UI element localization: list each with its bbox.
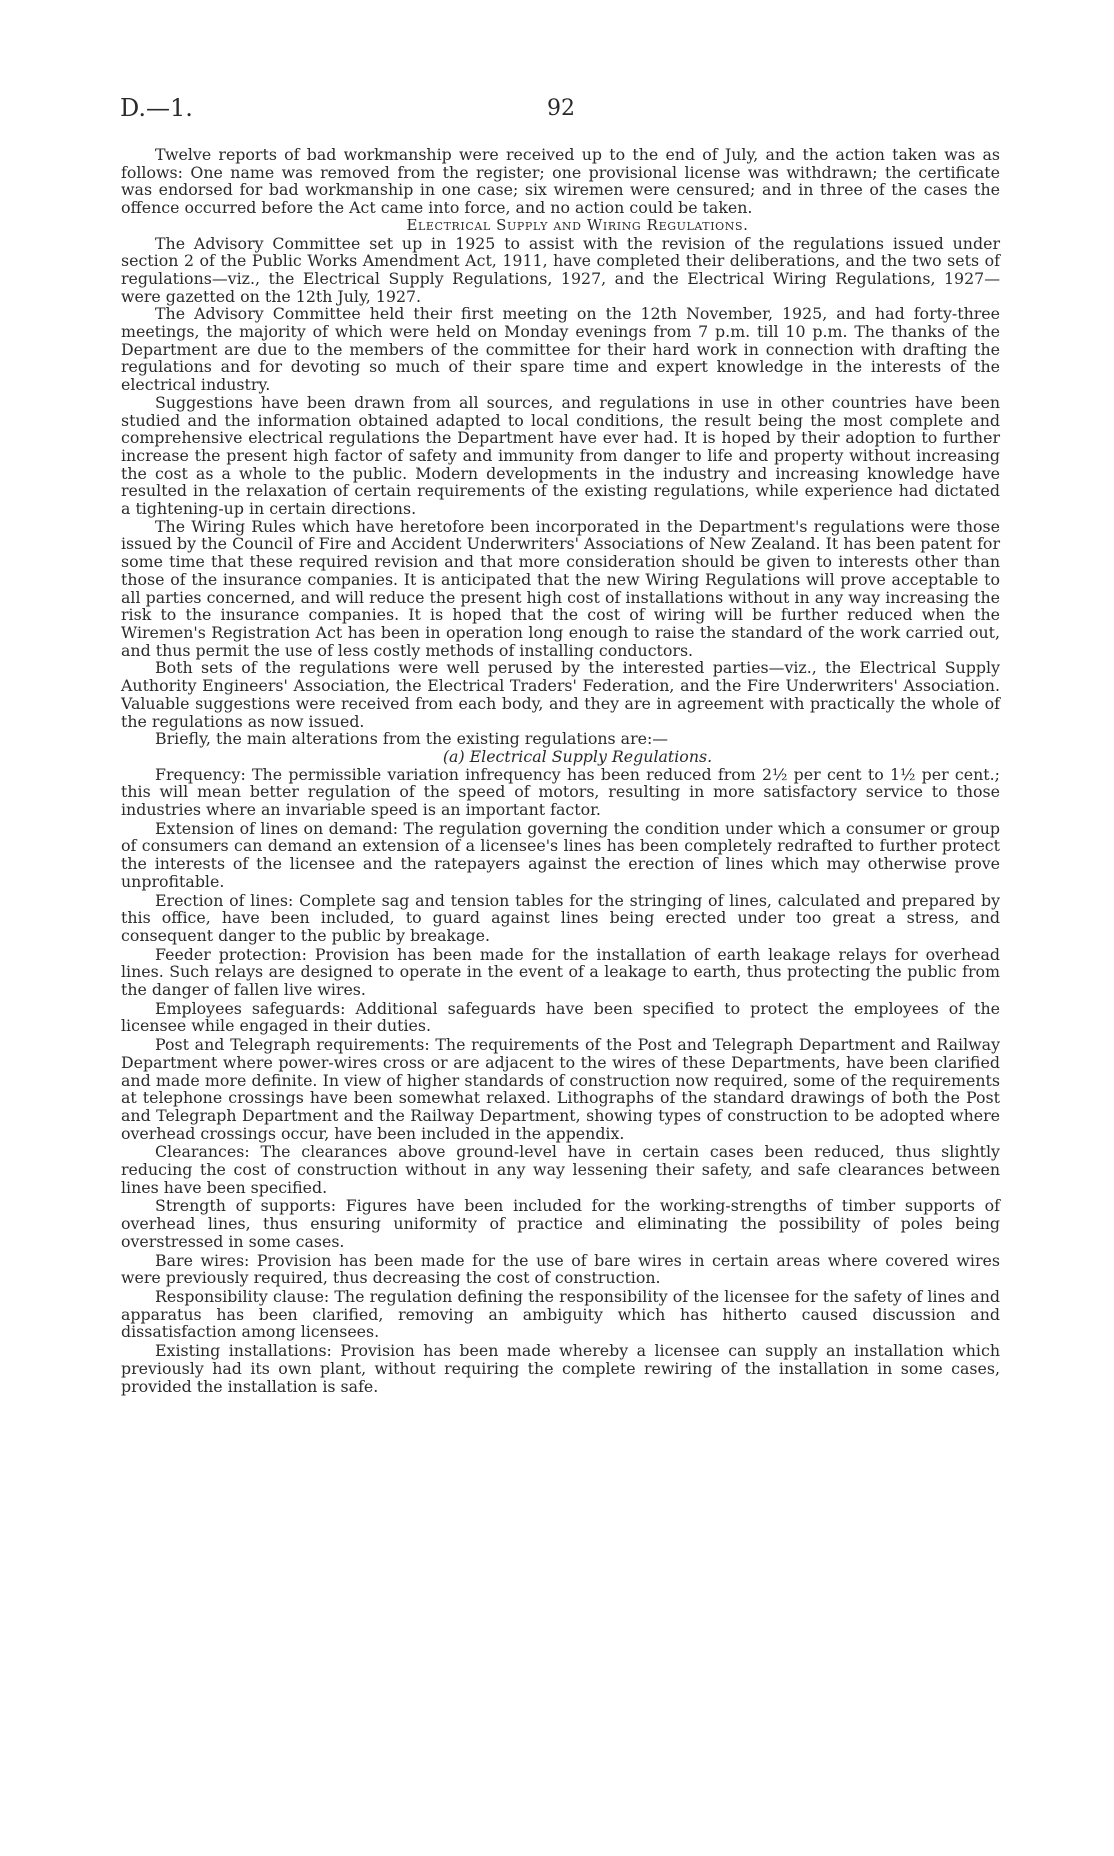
document-code: D.—1. bbox=[120, 94, 193, 122]
paragraph-strength-of-supports: Strength of supports: Figures have been included for the working-strengths of timber supports of overhead lines, thus ensuring uniformity of practice and eliminating the possibility of poles being overstressed in some cases. bbox=[121, 1196, 1000, 1251]
paragraph-employees-safeguards: Employees safeguards: Additional safeguards have been specified to protect the employees of the licensee while engaged in their duties. bbox=[121, 998, 1000, 1036]
paragraph-frequency: Frequency: The permissible variation infrequency has been reduced from 2½ per cent to 1½ per cent.; this will mean better regulation of the speed of motors, resulting in more satisfactory service to those industries where an invariable speed is an important factor. bbox=[121, 764, 1000, 820]
paragraph: The Wiring Rules which have heretofore been incorporated in the Department's regulations were those issued by the Council of Fire and Accident Underwriters' Associations of New Zealand. It has been patent for some time that these required revision and that more consideration should be given to interests other than those of the insurance companies. It is anticipated that the new Wiring Regulations will prove acceptable to all parties concerned, and will reduce the present high cost of installations without in any way increasing the risk to the insurance companies. It is hoped that the cost of wiring will be further reduced when the Wiremen's Registration Act has been in operation long enough to raise the standard of the work carried out, and thus permit the use of less costly methods of installing conductors. bbox=[121, 516, 1000, 660]
paragraph-post-telegraph: Post and Telegraph requirements: The requirements of the Post and Telegraph Department and Railway Department where power-wires cross or are adjacent to the wires of these Departments, have been clarified and made more definite. In view of higher standards of construction now required, some of the requirements at telephone crossings have been somewhat relaxed. Lithographs of the standard drawings of both the Post and Telegraph Department and the Railway Department, showing types of construction to be adopted where overhead crossings occur, have been included in the appendix. bbox=[121, 1035, 1000, 1143]
paragraph-feeder-protection: Feeder protection: Provision has been made for the installation of earth leakage relays for overhead lines. Such relays are designed to operate in the event of a leakage to earth, thus protecting the public from the danger of fallen live wires. bbox=[121, 944, 1000, 1000]
subsection-heading-supply: (a) Electrical Supply Regulations. bbox=[442, 746, 713, 766]
paragraph: Suggestions have been drawn from all sources, and regulations in use in other countries have been studied and the information obtained adapted to local conditions, the result being the most complete and comprehensive electrical regulations the Department have ever had. It is hoped by their adoption to further increase the present high factor of safety and immunity from danger to life and property without increasing the cost as a whole to the public. Modern developments in the industry and increasing knowledge have resulted in the relaxation of certain requirements of the existing regulations, while experience had dictated a tightening-up in certain directions. bbox=[121, 392, 1000, 519]
paragraph-extension-of-lines: Extension of lines on demand: The regulation governing the condition under which a consumer or group of consumers can demand an extension of a licensee's lines has been completely redrafted to further protect the interests of the licensee and the ratepayers against the erection of lines which may otherwise prove unprofitable. bbox=[121, 818, 1000, 891]
paragraph-existing-installations: Existing installations: Provision has been made whereby a licensee can supply an installation which previously had its own plant, without requiring the complete rewiring of the installation in some cases, provided the installation is safe. bbox=[121, 1341, 1000, 1396]
section-supply-regulations bbox=[121, 766, 1000, 1396]
paragraph-erection-of-lines: Erection of lines: Complete sag and tension tables for the stringing of lines, calculated and prepared by this office, have been included, to guard against lines being erected under too great a stress, and consequent danger to the public by breakage. bbox=[121, 890, 1000, 945]
section-regulations bbox=[121, 235, 1000, 748]
paragraph-bare-wires: Bare wires: Provision has been made for the use of bare wires in certain areas where covered wires were previously required, thus decreasing the cost of construction. bbox=[121, 1250, 1000, 1288]
paragraph: The Advisory Committee held their first meeting on the 12th November, 1925, and had forty-three meetings, the majority of which were held on Monday evenings from 7 p.m. till 10 p.m. The thanks of the Department are due to the members of the committee for their hard work in connection with drafting the regulations and for devoting so much of their spare time and expert knowledge in the interests of the electrical industry. bbox=[121, 304, 1000, 395]
paragraph: Both sets of the regulations were well perused by the interested parties—viz., the Electrical Supply Authority Engineers' Association, the Electrical Traders' Federation, and the Fire Underwriters' Association. Valuable suggestions were received from each body, and they are in agreement with practically the whole of the regulations as now issued. bbox=[121, 658, 1000, 731]
section-heading-regulations: Electrical Supply and Wiring Regulations. bbox=[406, 215, 749, 234]
intro-paragraph: Twelve reports of bad workmanship were received up to the end of July, and the action taken was as follows: One name was removed from the register; one provisional license was withdrawn; the certificate was endorsed for bad workmanship in one case; six wiremen were censured; and in three of the cases the offence occurred before the Act came into force, and no action could be taken. bbox=[121, 145, 1000, 218]
paragraph-responsibility-clause: Responsibility clause: The regulation defining the responsibility of the licensee for the safety of lines and apparatus has been clarified, removing an ambiguity which has hitherto caused discussion and dissatisfaction among licensees. bbox=[121, 1287, 1000, 1342]
paragraph: Briefly, the main alterations from the existing regulations are:— bbox=[155, 729, 669, 749]
page-number: 92 bbox=[547, 96, 575, 121]
paragraph: The Advisory Committee set up in 1925 to assist with the revision of the regulations issued under section 2 of the Public Works Amendment Act, 1911, have completed their deliberations, and the two sets of regulations—viz., the Electrical Supply Regulations, 1927, and the Electrical Wiring Regulations, 1927—were gazetted on the 12th July, 1927. bbox=[121, 233, 1000, 306]
paragraph-clearances: Clearances: The clearances above ground-level have in certain cases been reduced, thus slightly reducing the cost of construction without in any way lessening their safety, and safe clearances between lines have been specified. bbox=[121, 1142, 1000, 1197]
document-body bbox=[121, 146, 1000, 1396]
